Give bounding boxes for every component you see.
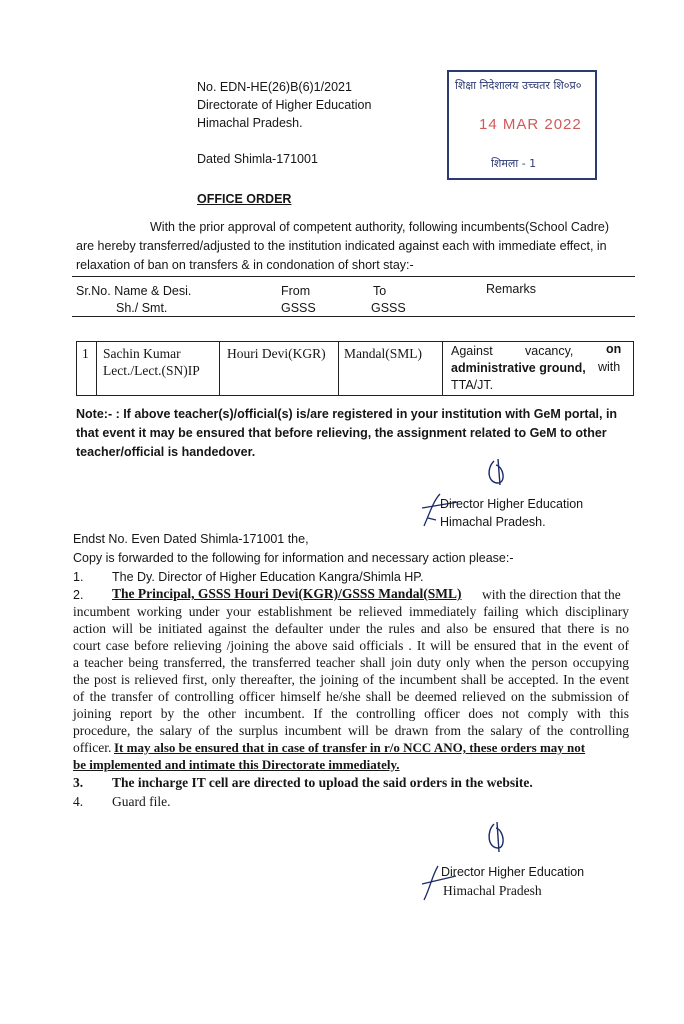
received-stamp — [447, 70, 597, 180]
row-remarks-line-3: TTA/JT. — [451, 378, 494, 392]
endorsement-line: Endst No. Even Dated Shimla-171001 the, — [73, 532, 309, 546]
page-title: OFFICE ORDER — [197, 192, 292, 206]
signature2-state: Himachal Pradesh — [443, 883, 542, 898]
row-remarks-word-3: on — [606, 342, 622, 356]
office-state: Himachal Pradesh. — [197, 116, 303, 130]
item-4-text: Guard file. — [112, 794, 171, 809]
item-2-line-1: incumbent working under your establishment be relieved immediately failing which disciplinary — [73, 604, 629, 619]
reference-number: No. EDN-HE(26)B(6)1/2021 — [197, 80, 352, 94]
row-bottom-border — [76, 395, 634, 396]
row-border-4 — [442, 341, 443, 396]
note-line-2: that event it may be ensured that before relieving, the assignment related to GeM to other — [76, 426, 607, 440]
stamp-office-text: शिक्षा निदेशालय उच्चतर शि०प्र० — [455, 79, 582, 92]
intro-line-1: With the prior approval of competent authority, following incumbents(School Cadre) — [150, 220, 610, 234]
item-2-line-8: procedure, the salary of the surplus incumbent will be drawn from the salary of the controlling — [73, 723, 629, 738]
header-top-rule — [72, 276, 635, 277]
note-line-3: teacher/official is handedover. — [76, 445, 256, 459]
item-2-line-4: a teacher being transferred, the transferred teacher shall join duty only when the person occupying — [73, 655, 629, 670]
row-remarks-line-2-end: with — [598, 360, 621, 374]
row-border-right — [633, 341, 634, 396]
col-remarks-header: Remarks — [486, 282, 537, 296]
header-block — [197, 78, 371, 132]
signature-initials-1 — [480, 455, 520, 491]
item-3-number: 3. — [73, 775, 84, 790]
row-remarks-line-2: administrative ground, — [451, 361, 586, 375]
signature2-designation: Director Higher Education — [441, 865, 585, 879]
item-2-officer-word: officer. — [73, 740, 112, 755]
intro-line-3: relaxation of ban on transfers & in condonation of short stay:- — [76, 258, 414, 272]
item-2-line-3: court case before relieving /joining the above said officials . It will be ensured that in the event of — [73, 638, 629, 653]
row-top-border — [76, 341, 634, 342]
stamp-date: 14 MAR 2022 — [479, 116, 582, 133]
signature-initials-2 — [480, 818, 514, 858]
row-to-school: Mandal(SML) — [344, 346, 422, 361]
dated-line: Dated Shimla-171001 — [197, 152, 318, 166]
item-2-number: 2. — [73, 588, 84, 602]
col-to-header: To — [373, 284, 387, 298]
col-name-subheader: Sh./ Smt. — [116, 301, 168, 315]
row-remarks-word-1: Against — [451, 344, 493, 358]
col-from-subheader: GSSS — [281, 301, 316, 315]
row-border-2 — [219, 341, 220, 396]
item-2-ncc-clause: It may also be ensured that in case of transfer in r/o NCC ANO, these orders may not — [114, 740, 586, 755]
item-1-number: 1. — [73, 570, 84, 584]
note-line-1: Note:- : If above teacher(s)/official(s) is/are registered in your institution with GeM portal, in — [76, 407, 618, 421]
item-1-text: The Dy. Director of Higher Education Kangra/Shimla HP. — [112, 570, 424, 584]
header-bottom-rule — [72, 316, 635, 317]
col-name-header: Sr.No. Name & Desi. — [76, 284, 192, 298]
office-name: Directorate of Higher Education — [197, 98, 372, 112]
signature1-designation: Director Higher Education — [440, 497, 584, 511]
row-designation: Lect./Lect.(SN)IP — [103, 363, 200, 378]
row-sr-number: 1 — [82, 346, 89, 361]
item-3-text: The incharge IT cell are directed to upload the said orders in the website. — [112, 775, 533, 790]
copy-forwarded-line: Copy is forwarded to the following for information and necessary action please:- — [73, 551, 514, 565]
intro-line-2: are hereby transferred/adjusted to the institution indicated against each with immediate effect, in — [76, 239, 607, 253]
row-remarks-word-2: vacancy, — [525, 344, 574, 358]
row-from-school: Houri Devi(KGR) — [227, 346, 326, 361]
item-2-line-5: the post is relieved first, only thereafter, the joining of the incumbent shall be accepted. In the event — [73, 672, 629, 687]
col-from-header: From — [281, 284, 311, 298]
row-border-1 — [96, 341, 97, 396]
item-4-number: 4. — [73, 794, 84, 809]
stamp-place: शिमला - 1 — [491, 157, 537, 170]
row-name: Sachin Kumar — [103, 346, 181, 361]
item-2-line-2: action will be initiated against the defaulter under the rules and also be ensured that there is no — [73, 621, 629, 636]
item-2-addressee: The Principal, GSSS Houri Devi(KGR)/GSSS Mandal(SML) — [112, 586, 462, 601]
item-2-line-6: of the transfer of controlling officer himself he/she shall be deemed relieved on the submission of — [73, 689, 629, 704]
item-2-final-line: be implemented and intimate this Directorate immediately. — [73, 757, 400, 772]
signature1-state: Himachal Pradesh. — [440, 515, 546, 529]
row-border-3 — [338, 341, 339, 396]
col-to-subheader: GSSS — [371, 301, 406, 315]
item-2-text-start: with the direction that the — [482, 587, 621, 602]
row-border-left — [76, 341, 77, 396]
item-2-line-7: joining report by the other incumbent. If the controlling officer does not comply with this — [73, 706, 629, 721]
